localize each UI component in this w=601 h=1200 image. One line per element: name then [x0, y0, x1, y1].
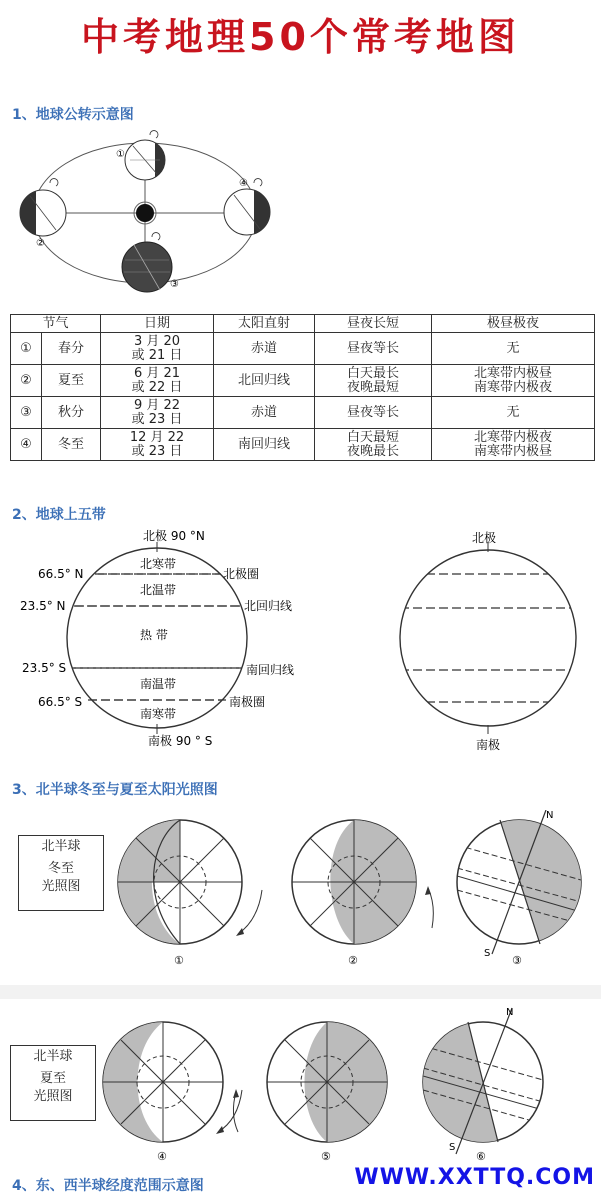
north-pole-label: 北极 90 °N: [143, 529, 205, 543]
summer-illumination-diagrams: [0, 1004, 601, 1164]
lat-665s: 66.5° S: [38, 695, 83, 709]
antarctic-circle-label: 南极圈: [229, 695, 266, 709]
winter-diagram-1: [118, 820, 262, 967]
winter-num-3: ③: [512, 954, 522, 967]
watermark: WWW.XXTTQ.COM: [354, 1165, 595, 1190]
section-title-orbit: 1、地球公转示意图: [12, 107, 134, 123]
tropic-cancer-label: 北回归线: [244, 599, 293, 613]
table-header-row: [11, 315, 595, 333]
winter-num-1: ①: [174, 954, 184, 967]
arctic-circle-label: 北极圈: [223, 567, 260, 581]
lat-665n: 66.5° N: [38, 567, 84, 581]
th-date: 日期: [101, 315, 214, 333]
tropic-capricorn-label: 南回归线: [246, 663, 295, 677]
winter-label-box: 北半球 冬至 光照图: [18, 835, 104, 911]
th-term: 节气: [11, 315, 101, 333]
table-row: ④ 冬至 12 月 22 或 23 日 南回归线 白天最短 夜晚最长 北寒带内极夜 南寒带内极昼: [11, 429, 595, 461]
summer-num-4: ④: [157, 1150, 167, 1163]
lat-235s: 23.5° S: [22, 661, 67, 675]
winter-n-label: N: [546, 810, 554, 821]
th-direct: 太阳直射: [214, 315, 315, 333]
table-row: ② 夏至 6 月 21 或 22 日 北回归线 白天最长 夜晚最短 北寒带内极昼 南寒带内极夜: [11, 365, 595, 397]
orbit-label-4: ④: [239, 178, 248, 189]
summer-diagram-4: [103, 1022, 242, 1163]
blank-south-label: 南极: [476, 738, 501, 752]
orbit-label-3: ③: [170, 279, 179, 290]
lat-235n: 23.5° N: [20, 599, 66, 613]
earth-position-2: [18, 188, 66, 238]
winter-illumination-diagrams: [0, 810, 601, 970]
five-zones-diagram: [0, 522, 601, 752]
summer-n-label: N: [506, 1007, 514, 1018]
season-table: [10, 314, 595, 461]
earth-orbit-diagram: [0, 0, 601, 310]
torrid-zone: 热 带: [140, 628, 168, 642]
page-title: 中考地理50个常考地图: [81, 15, 520, 59]
section-title-hemispheres: 4、东、西半球经度范围示意图: [12, 1178, 204, 1194]
north-temperate-zone: 北温带: [140, 583, 177, 597]
winter-num-2: ②: [348, 954, 358, 967]
summer-num-5: ⑤: [321, 1150, 331, 1163]
th-polar: 极昼极夜: [432, 315, 595, 333]
summer-diagram-6: [423, 1007, 543, 1163]
table-row: ① 春分 3 月 20 或 21 日 赤道 昼夜等长 无: [11, 333, 595, 365]
summer-label-box: 北半球 夏至 光照图: [10, 1045, 96, 1121]
table-row: ③ 秋分 9 月 22 或 23 日 赤道 昼夜等长 无: [11, 397, 595, 429]
section-title-illumination: 3、北半球冬至与夏至太阳光照图: [12, 782, 218, 798]
sun: [136, 204, 154, 222]
winter-diagram-3: [457, 810, 581, 967]
winter-s-label: S: [484, 948, 491, 959]
orbit-label-2: ②: [36, 238, 45, 249]
summer-diagram-5: [233, 1022, 387, 1163]
earth-position-1: [125, 138, 167, 182]
south-temperate-zone: 南温带: [140, 677, 177, 691]
section-divider: [0, 985, 601, 999]
winter-diagram-2: [292, 820, 433, 967]
south-frigid-zone: 南寒带: [140, 707, 177, 721]
earth-position-3: [122, 242, 172, 292]
blank-north-label: 北极: [472, 531, 497, 545]
south-pole-label: 南极 90 ° S: [148, 734, 213, 748]
th-daylen: 昼夜长短: [315, 315, 432, 333]
section-title-zones: 2、地球上五带: [12, 507, 106, 523]
earth-position-4: [224, 187, 272, 237]
summer-num-6: ⑥: [476, 1150, 486, 1163]
orbit-label-1: ①: [116, 149, 125, 160]
north-frigid-zone: 北寒带: [140, 557, 177, 571]
summer-s-label: S: [449, 1142, 456, 1153]
